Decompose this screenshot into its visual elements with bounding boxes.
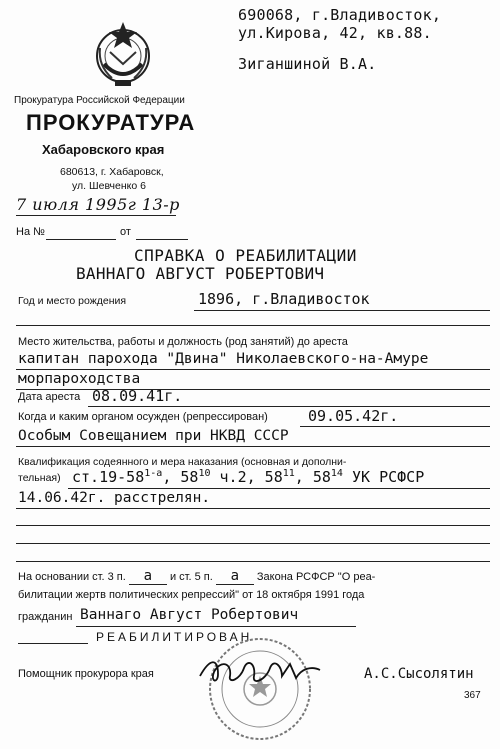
qualification-sup-1: 1-а: [144, 468, 163, 479]
prosecutor-address-line2: ул. Шевченко 6: [72, 180, 146, 192]
citizen-label: гражданин: [18, 611, 73, 623]
reference-from-line: [136, 239, 188, 240]
rehabilitated-word: РЕАБИЛИТИРОВАН: [96, 630, 253, 644]
blank-line-4: [16, 561, 490, 562]
birth-value: 1896, г.Владивосток: [198, 290, 370, 308]
sentence-line: [16, 508, 490, 509]
qualification-label: Квалификация содеянного и мера наказания (основная и дополни-: [18, 456, 347, 468]
certificate-title: СПРАВКА О РЕАБИЛИТАЦИИ: [134, 246, 357, 265]
residence-line-1: [16, 369, 490, 370]
arrest-line: [88, 406, 490, 407]
qualification-part-5: УК РСФСР: [342, 468, 425, 486]
prosecutor-title: ПРОКУРАТУРА: [26, 110, 196, 135]
handwritten-date-reference: 7 июля 1995г 13-р: [16, 195, 180, 214]
qualification-label-2: тельная): [18, 472, 61, 484]
prosecutor-address-line1: 680613, г. Хабаровск,: [60, 166, 164, 178]
qualification-part-4: , 58: [294, 468, 331, 486]
qualification-part-3: ч.2, 58: [210, 468, 283, 486]
rehab-line-left: [18, 643, 88, 644]
residence-value-line2: морпароходства: [18, 371, 141, 387]
residence-label: Место жительства, работы и должность (род занятий) до ареста: [18, 336, 348, 348]
reference-number-line: [46, 239, 116, 240]
handwritten-signature: [196, 650, 326, 690]
citizen-line: [76, 626, 356, 627]
birth-label: Год и место рождения: [18, 295, 127, 307]
reference-number-label: На №: [16, 226, 45, 238]
arrest-date-value: 08.09.41г.: [92, 387, 183, 405]
qualification-article: ст.19-58: [72, 468, 145, 486]
convicted-label: Когда и каким органом осужден (репрессирован): [18, 411, 268, 423]
qualification-sup-4: 14: [330, 468, 343, 479]
residence-line-2: [16, 389, 490, 390]
reference-from-label: от: [120, 226, 131, 238]
blank-line-2: [16, 525, 490, 526]
signature-label: Помощник прокурора края: [18, 668, 154, 680]
qualification-part-2: , 58: [162, 468, 199, 486]
state-emblem: [88, 18, 158, 92]
basis-line-2: билитации жертв политических репрессий" от 18 октября 1991 года: [18, 589, 365, 601]
signature-name: А.С.Сысолятин: [364, 666, 474, 682]
addressee-address-line1: 690068, г.Владивосток,: [238, 6, 442, 24]
qualification-sup-3: 11: [282, 468, 295, 479]
basis-line-1: [18, 568, 375, 585]
basis-item-1: а: [129, 568, 167, 585]
qualification-line-1: [68, 488, 490, 489]
convicted-body: Особым Совещанием при НКВД СССР: [18, 428, 289, 444]
signature-scribble-icon: [196, 650, 326, 690]
convicted-line-1: [300, 426, 490, 427]
basis-text-b: и ст. 5 п.: [169, 571, 213, 583]
blank-line-3: [16, 543, 490, 544]
qualification-sup-2: 10: [198, 468, 211, 479]
residence-value-line1: капитан парохода "Двина" Николаевского-на-Амуре: [18, 351, 429, 367]
citizen-name: Ваннаго Август Робертович: [80, 607, 299, 623]
addressee-name: Зиганшиной В.А.: [238, 55, 377, 73]
birth-line: [194, 310, 490, 311]
emblem-icon: [88, 18, 158, 92]
qualification-value: [72, 468, 424, 486]
convicted-date: 09.05.42г.: [308, 407, 399, 425]
basis-item-2: а: [216, 568, 254, 585]
blank-line-1: [16, 325, 490, 326]
rehabilitated-person-name: ВАННАГО АВГУСТ РОБЕРТОВИЧ: [76, 264, 325, 283]
basis-text-a: На основании ст. 3 п.: [18, 571, 126, 583]
arrest-date-label: Дата ареста: [18, 391, 81, 403]
convicted-line-2: [16, 446, 490, 447]
addressee-address-line2: ул.Кирова, 42, кв.88.: [238, 24, 432, 42]
sentence-value: 14.06.42г. расстрелян.: [18, 490, 211, 506]
prosecutor-region: Хабаровского края: [42, 142, 165, 157]
date-underline: [16, 215, 176, 216]
page-number: 367: [464, 690, 481, 701]
basis-text-c: Закона РСФСР "О реа-: [256, 571, 376, 583]
prosecutor-small-heading: Прокуратура Российской Федерации: [14, 95, 185, 106]
